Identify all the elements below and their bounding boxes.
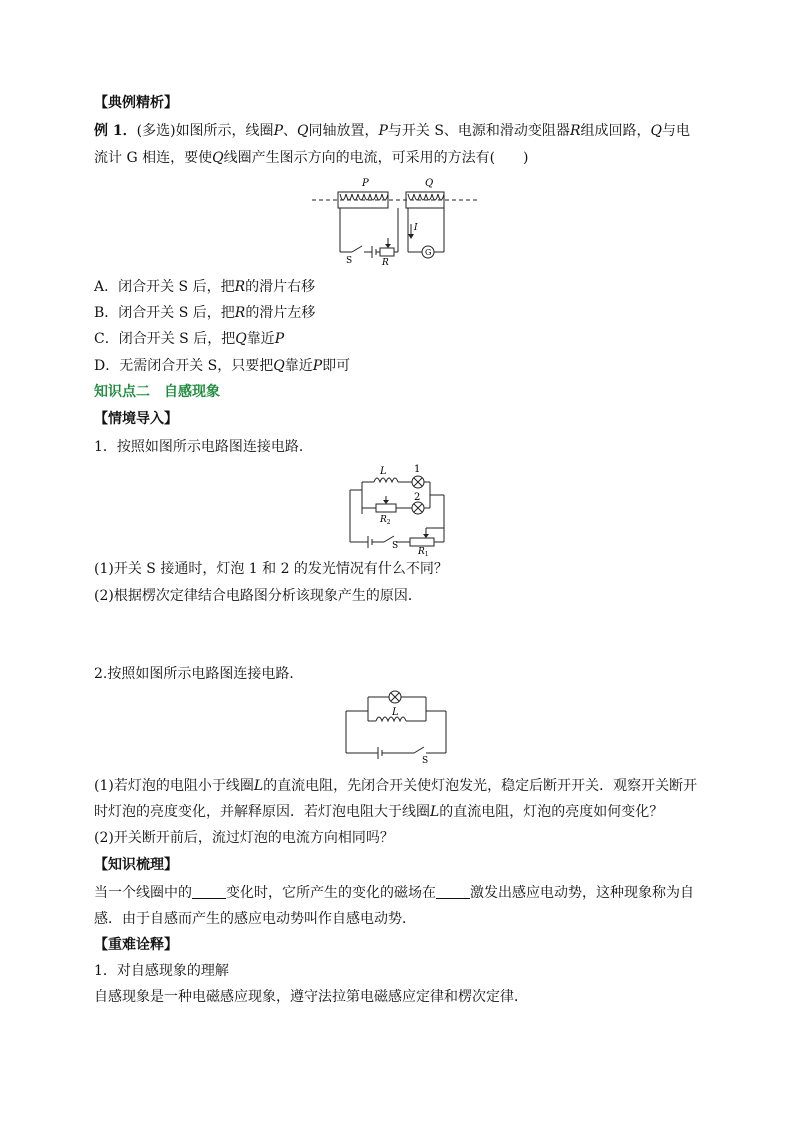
key-heading: 【重难诠释】 [94, 937, 178, 953]
scenario-q2-2: (2)开关断开前后，流过灯泡的电流方向相同吗？ [94, 830, 394, 846]
fig1-bulb2-label: 2 [414, 492, 421, 503]
bulb-inductor-circuit-figure [340, 687, 452, 766]
question-line-1: 例 1．(多选)如图所示，线圈P、Q同轴放置，P与开关 S、电源和滑动变阻器R组成回路，Q与电 [94, 123, 690, 139]
fill-blank-1[interactable] [192, 884, 226, 899]
current-i-label: I [414, 223, 418, 233]
galvanometer-g-label: G [425, 248, 432, 257]
fig2-inductor-label: L [392, 707, 399, 718]
summary-line-1: 当一个线圈中的 变化时，它所产生的变化的磁场在 激发出感应电动势，这种现象称为自 [94, 885, 694, 901]
scenario-q2-1-line1: (1)若灯泡的电阻小于线圈L的直流电阻，先闭合开关使灯泡发光，稳定后断开开关．观察开关断开 [94, 778, 698, 794]
scenario-item-1: 1．按照如图所示电路图连接电路． [94, 439, 313, 455]
question-line-2: 流计 G 相连，要使Q线圈产生图示方向的电流，可采用的方法有( ) [94, 150, 529, 166]
scenario-heading: 【情境导入】 [94, 411, 178, 427]
scenario-item-2: 2.按照如图所示电路图连接电路． [94, 666, 304, 682]
coil-p-label: P [362, 178, 369, 189]
fill-blank-2[interactable] [436, 884, 470, 899]
switch-s-label: S [346, 256, 353, 266]
resistor-r-label: R [382, 258, 389, 268]
summary-line-2: 感．由于自感而产生的感应电动势叫作自感电动势． [94, 911, 416, 927]
scenario-q1-2: (2)根据楞次定律结合电路图分析该现象产生的原因． [94, 588, 422, 604]
coil-q-label: Q [425, 178, 434, 189]
option-a: A．闭合开关 S 后，把R的滑片右移 [94, 279, 316, 295]
key-text: 自感现象是一种电磁感应现象，遵守法拉第电磁感应定律和楞次定律． [94, 989, 528, 1005]
scenario-q1-1: (1)开关 S 接通时，灯泡 1 和 2 的发光情况有什么不同？ [94, 561, 448, 577]
option-d: D．无需闭合开关 S，只要把Q靠近P即可 [94, 358, 351, 374]
fig2-switch-label: S [422, 756, 429, 766]
question-label: 例 1． [94, 123, 137, 139]
fig1-r1-label: $R_1$ [418, 547, 429, 558]
summary-heading: 【知识梳理】 [94, 857, 178, 873]
option-c: C．闭合开关 S 后，把Q靠近P [94, 331, 285, 347]
fig1-r2-label: $R_2$ [380, 515, 391, 526]
fig1-switch-label: S [392, 541, 399, 551]
option-b: B．闭合开关 S 后，把R的滑片左移 [94, 305, 316, 321]
coils-circuit-figure [310, 174, 480, 266]
two-bulbs-circuit-figure [340, 462, 458, 558]
fig1-bulb1-label: 1 [414, 464, 421, 475]
knowledge-point-title: 知识点二 自感现象 [94, 384, 220, 400]
scenario-q2-1-line2: 时灯泡的亮度变化，并解释原因．若灯泡电阻大于线圈L的直流电阻，灯泡的亮度如何变化？ [94, 804, 664, 820]
fig1-inductor-label: L [380, 466, 387, 477]
example-heading: 【典例精析】 [94, 95, 178, 111]
question-tag: (多选) [136, 123, 176, 139]
key-item-1: 1．对自感现象的理解 [94, 963, 229, 979]
